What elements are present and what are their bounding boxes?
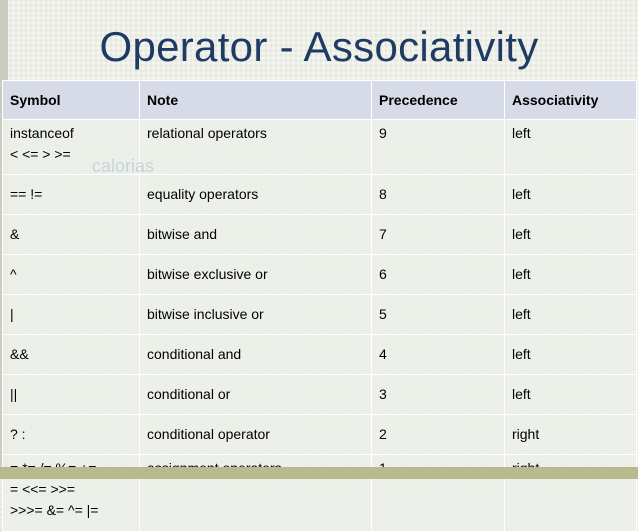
cell-associativity: left xyxy=(505,215,637,255)
cell-associativity: right xyxy=(505,415,637,455)
cell-note: relational operators xyxy=(140,120,372,175)
slide-title: Operator - Associativity xyxy=(99,23,539,70)
cell-note: equality operators xyxy=(140,175,372,215)
table-row xyxy=(3,415,637,455)
symbol-line: instanceof xyxy=(10,125,74,141)
cell-symbol: ? : xyxy=(3,415,140,455)
cell-note: conditional and xyxy=(140,335,372,375)
cell-note: conditional operator xyxy=(140,415,372,455)
table-row xyxy=(3,335,637,375)
cell-note: conditional or xyxy=(140,375,372,415)
cell-precedence: 8 xyxy=(372,175,505,215)
operator-table xyxy=(2,80,637,532)
cell-precedence: 2 xyxy=(372,415,505,455)
operator-table-container xyxy=(2,80,636,532)
table-row xyxy=(3,255,637,295)
cell-note: bitwise and xyxy=(140,215,372,255)
table-row xyxy=(3,375,637,415)
header-associativity: Associativity xyxy=(505,81,637,120)
watermark-text: calorias xyxy=(92,156,155,176)
table-row xyxy=(3,215,637,255)
table-row xyxy=(3,175,637,215)
symbol-line: < <= > >= xyxy=(10,146,71,162)
cell-symbol: || xyxy=(3,375,140,415)
table-header-row xyxy=(3,81,637,120)
cell-associativity: left xyxy=(505,120,637,175)
cell-precedence: 9 xyxy=(372,120,505,175)
cell-symbol: & xyxy=(3,215,140,255)
cell-associativity: left xyxy=(505,295,637,335)
cell-associativity: left xyxy=(505,255,637,295)
cell-symbol: == != xyxy=(3,175,140,215)
cell-symbol: | xyxy=(3,295,140,335)
cell-precedence: 5 xyxy=(372,295,505,335)
cell-precedence: 4 xyxy=(372,335,505,375)
cell-associativity: left xyxy=(505,335,637,375)
cell-symbol: ^ xyxy=(3,255,140,295)
symbol-line: = <<= >>= xyxy=(10,481,76,497)
cell-precedence: 7 xyxy=(372,215,505,255)
cell-symbol: && xyxy=(3,335,140,375)
bottom-decorative-band xyxy=(0,467,638,479)
header-symbol: Symbol xyxy=(3,81,140,120)
cell-precedence: 6 xyxy=(372,255,505,295)
cell-precedence: 3 xyxy=(372,375,505,415)
header-precedence: Precedence xyxy=(372,81,505,120)
table-row xyxy=(3,295,637,335)
symbol-line: >>>= &= ^= |= xyxy=(10,502,99,518)
header-note: Note xyxy=(140,81,372,120)
cell-note: bitwise exclusive or xyxy=(140,255,372,295)
cell-associativity: left xyxy=(505,175,637,215)
cell-associativity: left xyxy=(505,375,637,415)
cell-note: bitwise inclusive or xyxy=(140,295,372,335)
